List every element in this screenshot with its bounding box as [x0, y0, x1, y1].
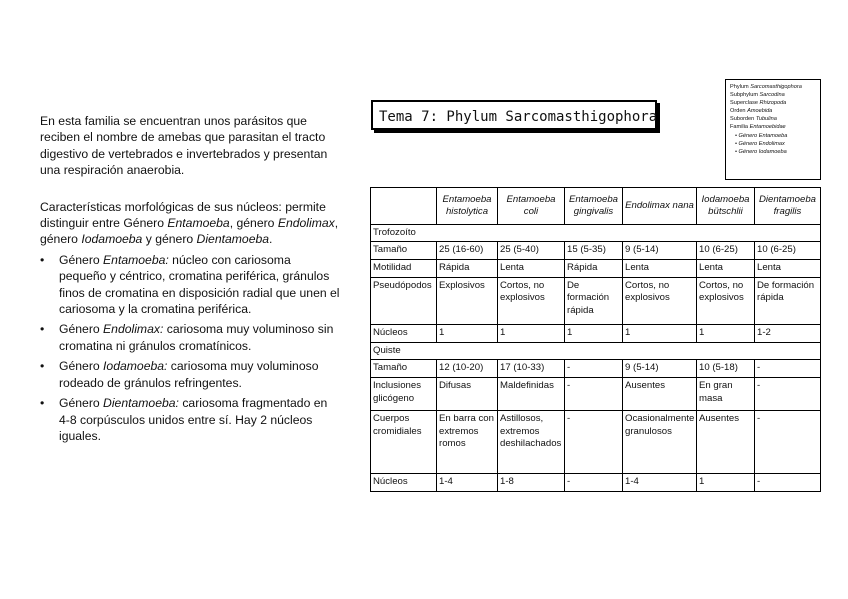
table-cell: Lenta: [623, 260, 697, 278]
column-header: Iodamoeba bütschlii: [697, 188, 755, 225]
row-label: Tamaño: [371, 242, 437, 260]
column-header: Entamoeba gingivalis: [565, 188, 623, 225]
comparison-table: [370, 187, 821, 492]
table-cell: Rápida: [437, 260, 498, 278]
taxonomy-row: Subphylum Sarcodina: [730, 92, 785, 99]
table-row: [371, 360, 821, 378]
table-cell: -: [755, 378, 821, 411]
table-cell: Explosivos: [437, 278, 498, 325]
taxonomy-row: Phylum Sarcomasthigophora: [730, 84, 802, 90]
table-cell: 1: [623, 325, 697, 343]
table-cell: 1: [565, 325, 623, 343]
column-header: Entamoeba coli: [498, 188, 565, 225]
table-cell: De formación rápida: [755, 278, 821, 325]
table-cell: 15 (5-35): [565, 242, 623, 260]
table-cell: 1: [498, 325, 565, 343]
table-cell: Lenta: [498, 260, 565, 278]
row-label: Núcleos: [371, 474, 437, 492]
genus-list: [40, 252, 340, 444]
table-cell: 1: [697, 325, 755, 343]
table-cell: En barra con extremos romos: [437, 411, 498, 474]
corner-cell: [371, 188, 437, 225]
taxonomy-genus: • Género Entamoeba: [730, 132, 816, 140]
table-row: [371, 378, 821, 411]
table-cell: -: [565, 474, 623, 492]
section-header-row: [371, 343, 821, 360]
table-cell: 9 (5-14): [623, 360, 697, 378]
morphology-paragraph: Características morfológicas de sus núcleos: permite distinguir entre Género Entamoeba, género Endolimax, género Iodamoeba y género Dientamoeba.: [40, 199, 339, 247]
table-cell: 25 (5-40): [498, 242, 565, 260]
table-cell: 17 (10-33): [498, 360, 565, 378]
table-cell: Cortos, no explosivos: [697, 278, 755, 325]
list-item: • Género Iodamoeba: cariosoma muy voluminoso rodeado de gránulos refringentes.: [40, 358, 340, 391]
taxonomy-genus: • Género Iodamoeba: [730, 148, 816, 156]
table-cell: 12 (10-20): [437, 360, 498, 378]
table-row: [371, 411, 821, 474]
taxonomy-row: Familia Entamoebidae: [730, 124, 786, 131]
table-cell: 25 (16-60): [437, 242, 498, 260]
taxonomy-row: Orden Amoebida: [730, 108, 773, 115]
table-row: [371, 325, 821, 343]
table-cell: Ausentes: [697, 411, 755, 474]
section-header-row: [371, 225, 821, 242]
table-row: [371, 260, 821, 278]
row-label: Motilidad: [371, 260, 437, 278]
table-cell: 10 (5-18): [697, 360, 755, 378]
section-header: Quiste: [371, 343, 821, 360]
table-cell: -: [565, 411, 623, 474]
table-cell: 1-2: [755, 325, 821, 343]
table-cell: Difusas: [437, 378, 498, 411]
list-item: • Género Endolimax: cariosoma muy voluminoso sin cromatina ni gránulos cromatínicos.: [40, 321, 340, 354]
row-label: Pseudópodos: [371, 278, 437, 325]
table-cell: -: [565, 360, 623, 378]
table-cell: De formación rápida: [565, 278, 623, 325]
table-cell: Astillosos, extremos deshilachados: [498, 411, 565, 474]
table-cell: -: [565, 378, 623, 411]
table-row: [371, 242, 821, 260]
table-cell: Ausentes: [623, 378, 697, 411]
table-cell: 1: [697, 474, 755, 492]
list-item: • Género Entamoeba: núcleo con cariosoma pequeño y céntrico, cromatina periférica, gránulos finos de cromatina en disposición radial que unen el cariosoma y la cromatina periférica.: [40, 252, 340, 318]
table-row: [371, 474, 821, 492]
table-cell: Rápida: [565, 260, 623, 278]
table-cell: 9 (5-14): [623, 242, 697, 260]
table-cell: Ocasionalmente granulosos: [623, 411, 697, 474]
table-cell: En gran masa: [697, 378, 755, 411]
intro-paragraph: En esta familia se encuentran unos parásitos que reciben el nombre de amebas que parasitan el tracto digestivo de vertebrados e invertebrados y presentan una respiración anaerobia.: [40, 114, 328, 178]
taxonomy-box: [725, 79, 821, 180]
table-cell: 1-8: [498, 474, 565, 492]
row-label: Inclusiones glicógeno: [371, 378, 437, 411]
table-row: [371, 278, 821, 325]
list-item: • Género Dientamoeba: cariosoma fragmentado en 4-8 corpúsculos unidos entre sí. Hay 2 núcleos iguales.: [40, 395, 340, 444]
table-cell: 10 (6-25): [697, 242, 755, 260]
table-cell: 1-4: [437, 474, 498, 492]
table-cell: 1: [437, 325, 498, 343]
table-cell: 1-4: [623, 474, 697, 492]
table-cell: 10 (6-25): [755, 242, 821, 260]
table-cell: -: [755, 474, 821, 492]
row-label: Tamaño: [371, 360, 437, 378]
header-row: [371, 188, 821, 225]
left-column: [40, 113, 340, 448]
row-label: Núcleos: [371, 325, 437, 343]
taxonomy-row: Superclase Rhizopoda: [730, 100, 787, 107]
row-label: Cuerpos cromidiales: [371, 411, 437, 474]
table-cell: Lenta: [697, 260, 755, 278]
page-title: Tema 7: Phylum Sarcomasthigophora: [371, 100, 657, 130]
table-cell: Cortos, no explosivos: [623, 278, 697, 325]
table-cell: Cortos, no explosivos: [498, 278, 565, 325]
taxonomy-row: Suborden Tubulina: [730, 116, 777, 123]
section-header: Trofozoíto: [371, 225, 821, 242]
table-cell: -: [755, 360, 821, 378]
column-header: Dientamoeba fragilis: [755, 188, 821, 225]
column-header: Endolimax nana: [623, 188, 697, 225]
table-cell: Maldefinidas: [498, 378, 565, 411]
column-header: Entamoeba histolytica: [437, 188, 498, 225]
taxonomy-genus: • Género Endolimax: [730, 140, 816, 148]
table-cell: Lenta: [755, 260, 821, 278]
table-cell: -: [755, 411, 821, 474]
